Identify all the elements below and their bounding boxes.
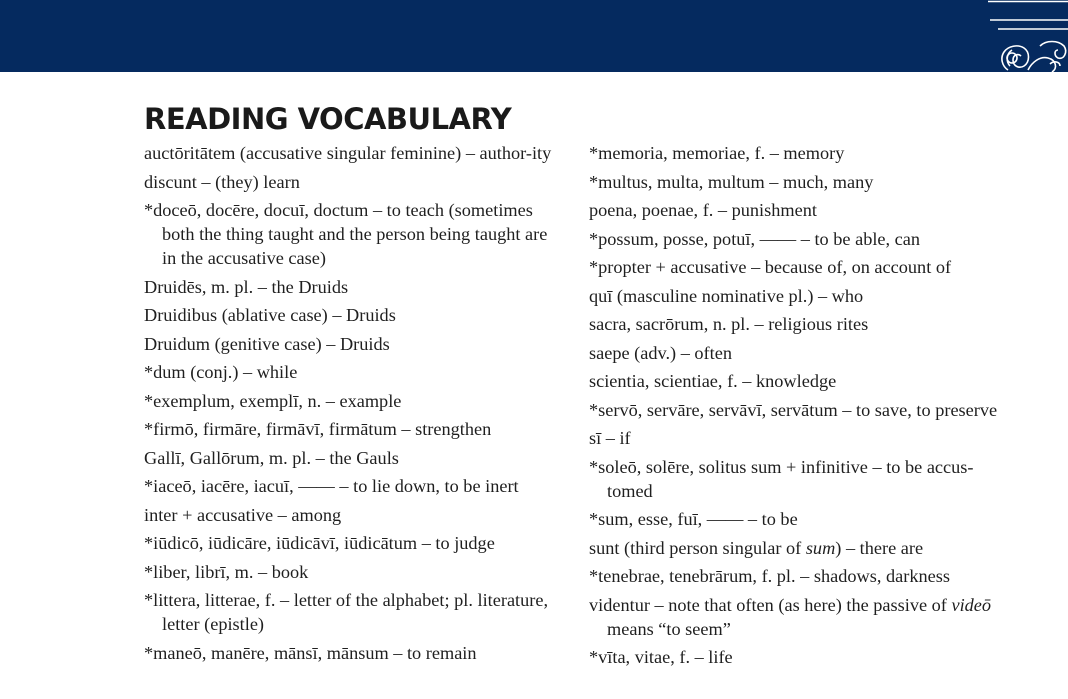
vocabulary-column-left [144,141,564,669]
vocab-entry: *liber, librī, m. – book [144,561,309,582]
vocab-entry: *servō, servāre, servāvī, servātum – to save, to preserve [589,399,998,420]
vocab-entry: Druidibus (ablative case) – Druids [144,305,396,325]
vocab-entry-videntur [589,593,1013,641]
vocab-entry: *vīta, vitae, f. – life [589,647,733,667]
vocabulary-column-right [589,141,1013,674]
vocab-entry: *soleō, solēre, solitus sum + infinitive – to be accus-tomed [589,456,974,501]
vocab-entry: *dum (conj.) – while [144,362,298,382]
vocab-entry: quī (masculine nominative pl.) – who [589,285,864,306]
entry-text: sunt (third person singular of [589,537,806,558]
vocab-entry: discunt – (they) learn [144,171,300,192]
vocab-entry: *multus, multa, multum – much, many [589,171,874,192]
vocab-entry: *firmō, firmāre, firmāvī, firmātum – strengthen [144,419,492,439]
vocab-entry: saepe (adv.) – often [589,342,732,363]
vocab-entry: poena, poenae, f. – punishment [589,200,817,220]
vocab-entry: *tenebrae, tenebrārum, f. pl. – shadows, darkness [589,566,950,586]
entry-text: means “to seem” [607,618,731,639]
vocab-entry: *memoria, memoriae, f. – memory [589,143,845,163]
vocab-entry: sī – if [589,428,631,448]
entry-text: videntur – note that often (as here) the passive of [589,594,952,615]
page-title: READING VOCABULARY [144,102,512,136]
vocab-entry: Druidum (genitive case) – Druids [144,333,390,354]
vocab-entry: *exemplum, exemplī, n. – example [144,390,402,411]
vocab-entry: *iūdicō, iūdicāre, iūdicāvī, iūdicātum – to judge [144,533,495,553]
vocab-entry: *propter + accusative – because of, on account of [589,257,952,277]
vocab-entry: *doceō, docēre, docuī, doctum – to teach (sometimes both the thing taught and the person being taught are in the accusative case) [144,200,548,268]
vocab-entry: *possum, posse, potuī, —— – to be able, can [589,228,921,249]
vocab-entry: inter + accusative – among [144,504,342,525]
vocab-entry-sunt [589,536,1013,560]
vocab-entry: *littera, litterae, f. – letter of the alphabet; pl. literature, letter (epistle) [144,590,549,634]
vocab-entry: *iaceō, iacēre, iacuī, —— – to lie down, to be inert [144,476,519,496]
vocab-entry: Druidēs, m. pl. – the Druids [144,276,349,297]
vocab-entry: *sum, esse, fuī, —— – to be [589,509,798,529]
vocab-entry: *maneō, manēre, mānsī, mānsum – to remain [144,642,477,663]
vocab-entry: sacra, sacrōrum, n. pl. – religious rites [589,314,869,334]
vocab-entry: auctōritātem (accusative singular feminine) – author-ity [144,143,552,163]
entry-italic-word: sum [805,537,836,558]
entry-text: ) – there are [835,537,924,558]
vocab-entry: scientia, scientiae, f. – knowledge [589,371,837,391]
header-band [0,0,1068,72]
vocab-entry: Gallī, Gallōrum, m. pl. – the Gauls [144,447,399,468]
entry-italic-word: videō [951,594,992,615]
ionic-column-capital-icon [988,0,1068,73]
